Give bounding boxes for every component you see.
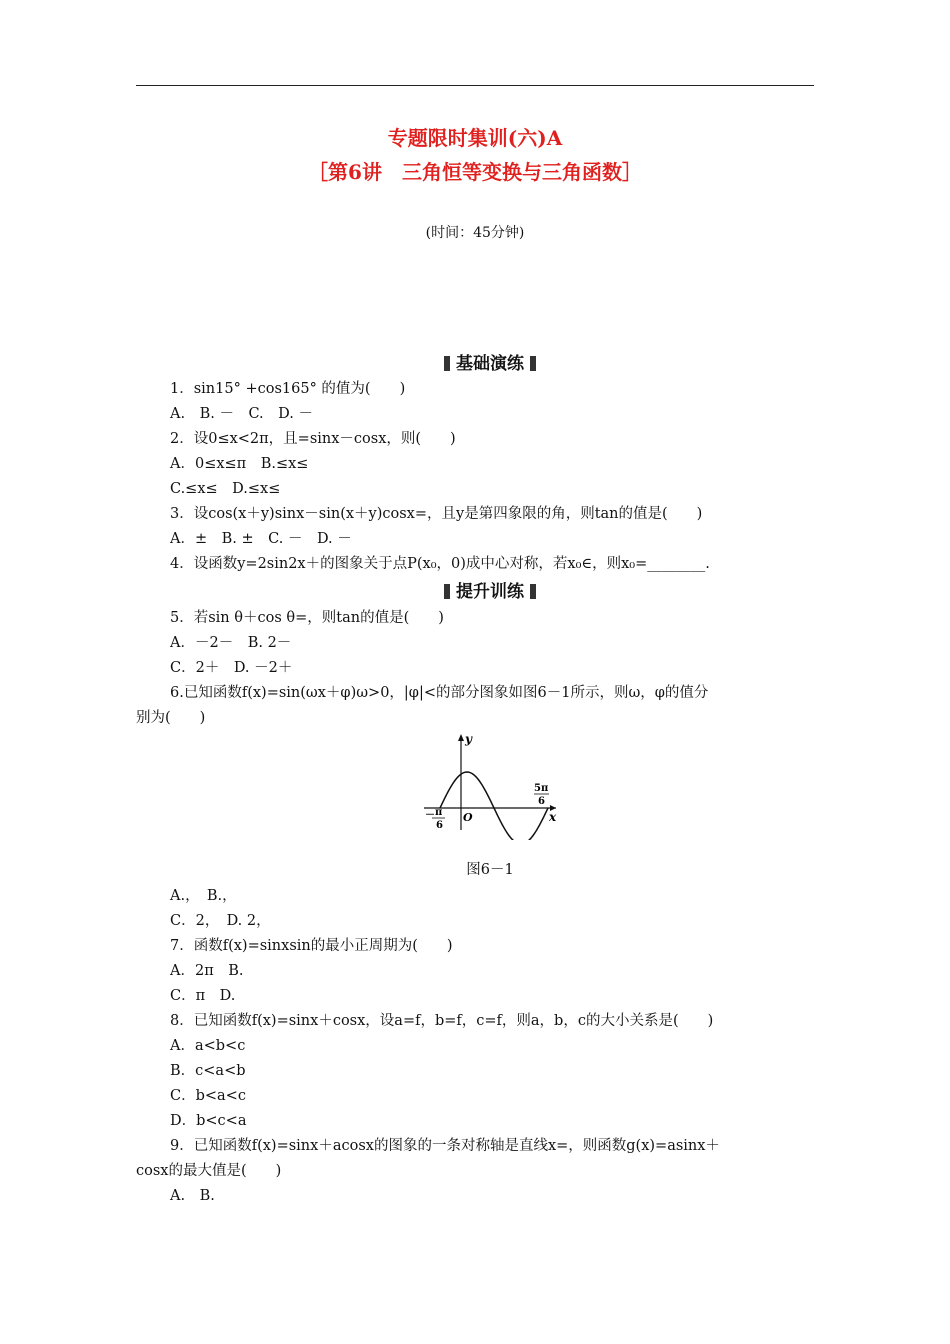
sine-curve [440, 772, 548, 840]
question-line: 8．已知函数f(x)=sinx＋cosx，设a=f，b=f，c=f，则a，b，c的大小关系是( ) [170, 1013, 714, 1029]
question-line: D．b<c<a [170, 1113, 247, 1129]
question-line: C．b<a<c [170, 1088, 246, 1104]
question-line: 别为( ) [136, 710, 206, 726]
top-rule [136, 85, 814, 86]
section-marker-icon [444, 356, 450, 371]
question-line: A．2π B. [170, 963, 244, 979]
sine-graph-figure [420, 730, 565, 840]
section-heading-basic [0, 349, 950, 374]
left-tick-denominator: 6 [436, 820, 443, 831]
time-limit: (时间：45分钟) [425, 225, 525, 241]
page-title: 专题限时集训(六)A [387, 126, 563, 150]
section-basic-label: 基础演练 [456, 354, 524, 374]
left-tick-sign: － [425, 810, 435, 821]
question-line: B．c<a<b [170, 1063, 246, 1079]
section-marker-icon [444, 584, 450, 599]
y-axis-label: y [465, 732, 472, 746]
question-line: A．± B. ± C. － D. － [170, 531, 352, 547]
left-tick-numerator: π [435, 807, 443, 818]
question-line: A.， B.， [170, 888, 237, 904]
question-line: C.≤x≤ D.≤x≤ [170, 481, 281, 497]
chapter-subtitle: ［第6讲 三角恒等变换与三角函数］ [308, 160, 642, 184]
question-line: 7．函数f(x)=sinxsin的最小正周期为( ) [170, 938, 453, 954]
question-line: 3．设cos(x＋y)sinx－sin(x＋y)cosx=，且y是第四象限的角，则tan的值是( ) [170, 506, 703, 522]
section-marker-icon [530, 584, 536, 599]
sine-graph-svg [420, 730, 565, 840]
question-line: 6.已知函数f(x)=sin(ωx＋φ)ω>0，|φ|<的部分图象如图6－1所示，则ω，φ的值分 [170, 685, 709, 701]
question-line: 9．已知函数f(x)=sinx＋acosx的图象的一条对称轴是直线x=，则函数g(x)=asinx＋ [170, 1138, 720, 1154]
question-line: 4．设函数y=2sin2x＋的图象关于点P(x₀，0)成中心对称，若x₀∈，则x₀=________. [170, 556, 710, 572]
origin-label: O [463, 811, 473, 824]
section-heading-advanced [0, 577, 950, 602]
question-line: C．π D. [170, 988, 236, 1004]
section-advanced-label: 提升训练 [456, 582, 524, 602]
x-axis-label: x [549, 810, 557, 824]
question-line: C．2＋ D. －2＋ [170, 660, 293, 676]
question-line: A．－2－ B. 2－ [170, 635, 292, 651]
question-line: C．2， D. 2， [170, 913, 271, 929]
question-line: 1．sin15° +cos165° 的值为( ) [170, 381, 406, 397]
right-tick-numerator: 5π [534, 783, 549, 794]
question-line: 5．若sin θ＋cos θ=，则tan的值是( ) [170, 610, 444, 626]
figure-caption: 图6－1 [466, 862, 514, 878]
question-line: A. B. [170, 1188, 215, 1204]
y-axis-arrow-icon [458, 734, 464, 741]
section-marker-icon [530, 356, 536, 371]
question-line: 2．设0≤x<2π，且=sinx－cosx，则( ) [170, 431, 456, 447]
question-line: A．a<b<c [170, 1038, 246, 1054]
right-tick-denominator: 6 [538, 796, 545, 807]
question-line: A. B. － C. D. － [170, 406, 313, 422]
question-line: cosx的最大值是( ) [136, 1163, 282, 1179]
question-line: A．0≤x≤π B.≤x≤ [170, 456, 309, 472]
